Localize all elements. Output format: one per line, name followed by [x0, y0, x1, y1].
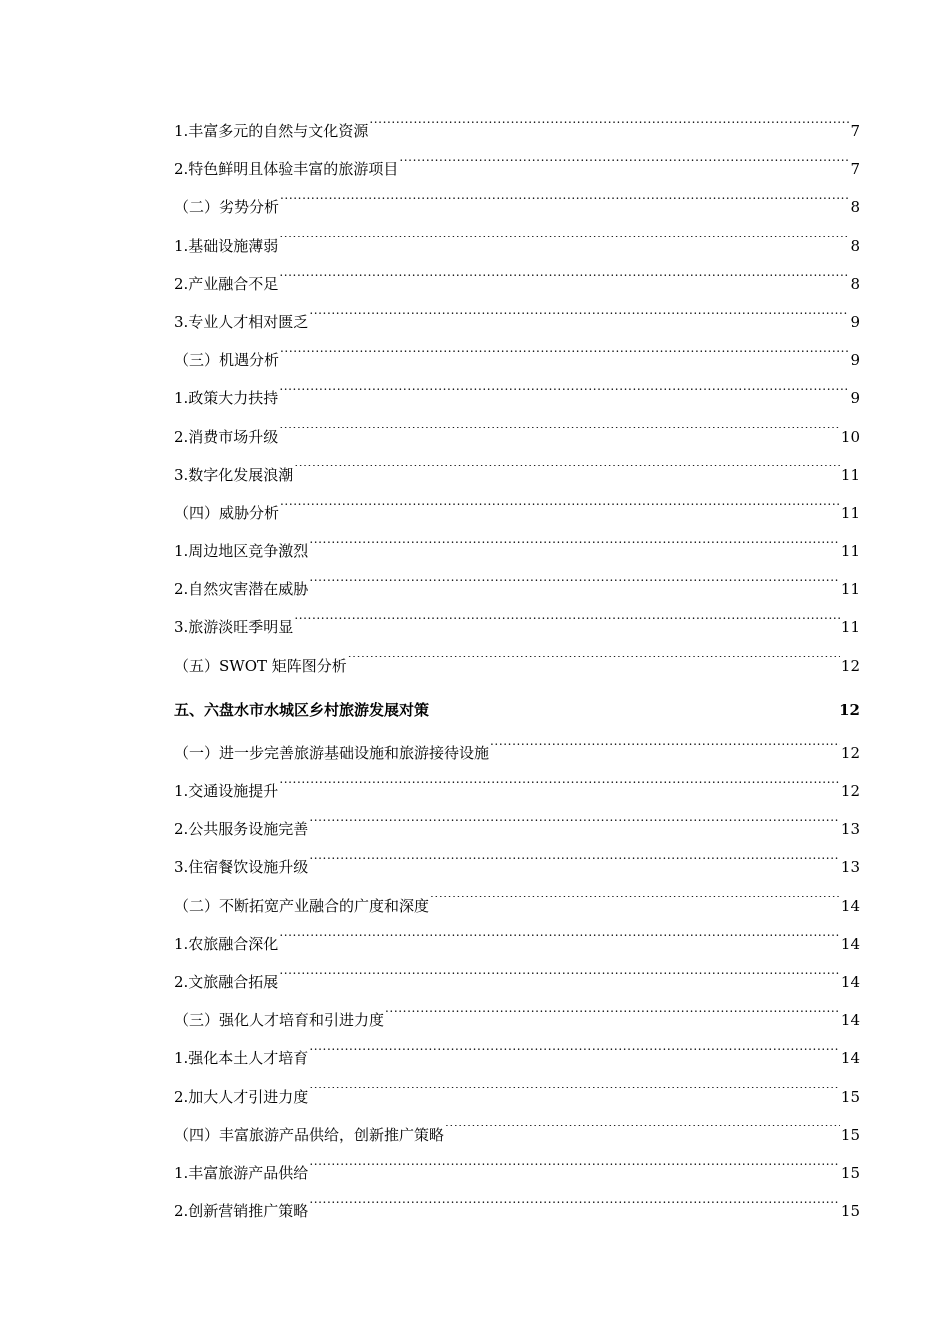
toc-entry-page: 12 [840, 782, 860, 800]
toc-entry-title: 2.公共服务设施完善 [174, 820, 309, 839]
toc-entry-page: 15 [840, 1125, 860, 1144]
toc-entry-title: 1.丰富旅游产品供给 [174, 1163, 309, 1182]
toc-entry-page: 11 [840, 503, 860, 522]
dot-leader [309, 1087, 840, 1102]
toc-entry-page: 14 [840, 1049, 860, 1068]
toc-entry[interactable] [174, 887, 860, 925]
toc-entry-page: 10 [840, 427, 860, 446]
toc-entry-title: 2.文旅融合拓展 [174, 972, 279, 991]
toc-entry-page: 14 [840, 1011, 860, 1030]
toc-entry-title: （二）劣势分析 [174, 198, 280, 217]
toc-entry-page: 12 [839, 700, 860, 719]
dot-leader [430, 896, 840, 911]
toc-entry-title: 1.强化本土人才培育 [174, 1049, 309, 1068]
toc-entry-page: 13 [840, 858, 860, 877]
toc-entry-page: 9 [850, 351, 860, 370]
toc-entry[interactable] [174, 494, 860, 532]
dot-leader [445, 1125, 840, 1140]
toc-entry-title: 3.旅游淡旺季明显 [174, 618, 294, 637]
toc-entry-title: 2.特色鲜明且体验丰富的旅游项目 [174, 160, 399, 179]
toc-entry-page: 11 [840, 618, 860, 637]
toc-entry[interactable] [174, 1192, 860, 1230]
toc-entry-page: 15 [840, 1202, 860, 1221]
dot-leader [309, 541, 840, 556]
toc-entry[interactable] [174, 341, 860, 379]
toc-entry-title: 1.周边地区竞争激烈 [174, 542, 309, 561]
toc-entry-title: 2.产业融合不足 [174, 274, 279, 293]
toc-entry-title: 2.消费市场升级 [174, 427, 279, 446]
toc-entry[interactable] [174, 418, 860, 456]
toc-entry-title: （五）SWOT 矩阵图分析 [174, 656, 347, 675]
toc-entry[interactable] [174, 1001, 860, 1039]
toc-entry-title: 1.农旅融合深化 [174, 934, 279, 953]
dot-leader [279, 388, 849, 403]
dot-leader [280, 197, 849, 212]
toc-entry-page: 8 [850, 274, 860, 293]
toc-entry-title: 1.交通设施提升 [174, 782, 279, 800]
toc-entry[interactable] [174, 1116, 860, 1154]
dot-leader [430, 700, 838, 715]
toc-entry-title: （四）威胁分析 [174, 503, 280, 522]
toc-entry-title: （二）不断拓宽产业融合的广度和深度 [174, 896, 430, 915]
toc-entry-page: 8 [850, 236, 860, 255]
dot-leader [309, 1163, 840, 1178]
toc-entry[interactable] [174, 963, 860, 1001]
toc-entry-page: 15 [840, 1087, 860, 1106]
toc-entry[interactable] [174, 150, 860, 188]
toc-entry[interactable] [174, 112, 860, 150]
toc-entry-page: 9 [850, 389, 860, 408]
toc-entry[interactable] [174, 379, 860, 417]
dot-leader [294, 465, 840, 480]
toc-entry-title: 2.自然灾害潜在威胁 [174, 580, 309, 599]
toc-entry-title: 1.政策大力扶持 [174, 389, 279, 408]
toc-entry-page: 7 [850, 122, 860, 140]
dot-leader [369, 121, 849, 136]
toc-entry[interactable] [174, 1154, 860, 1192]
toc-entry-page: 12 [840, 743, 860, 762]
toc-entry-title: 1.基础设施薄弱 [174, 236, 279, 255]
toc-entry[interactable] [174, 1039, 860, 1077]
toc-entry[interactable] [174, 227, 860, 265]
toc-entry[interactable] [174, 188, 860, 226]
toc-entry[interactable] [174, 647, 860, 685]
toc-entry[interactable] [174, 265, 860, 303]
toc-entry-page: 11 [840, 465, 860, 484]
dot-leader [399, 159, 849, 174]
toc-entry-title: 2.创新营销推广策略 [174, 1202, 309, 1221]
toc-chapter-entry[interactable] [174, 686, 860, 734]
toc-entry[interactable] [174, 848, 860, 886]
toc-entry-page: 14 [840, 896, 860, 915]
toc-entry-page: 7 [850, 160, 860, 179]
toc-entry-title: （四）丰富旅游产品供给，创新推广策略 [174, 1125, 445, 1144]
toc-entry[interactable] [174, 570, 860, 608]
dot-leader [309, 579, 840, 594]
toc-entry[interactable] [174, 772, 860, 810]
toc-entry[interactable] [174, 303, 860, 341]
dot-leader [385, 1010, 840, 1025]
dot-leader [309, 819, 840, 834]
dot-leader [279, 934, 840, 949]
toc-entry-title: 3.数字化发展浪潮 [174, 465, 294, 484]
toc-entry-title: （三）强化人才培育和引进力度 [174, 1011, 385, 1030]
toc-entry[interactable] [174, 456, 860, 494]
dot-leader [279, 781, 840, 796]
table-of-contents [174, 112, 860, 1230]
dot-leader [279, 427, 840, 442]
toc-entry[interactable] [174, 532, 860, 570]
toc-entry-page: 12 [840, 656, 860, 675]
toc-entry-title: 3.专业人才相对匮乏 [174, 312, 309, 331]
toc-entry-page: 8 [850, 198, 860, 217]
dot-leader [294, 617, 840, 632]
toc-entry-page: 13 [840, 820, 860, 839]
dot-leader [490, 743, 840, 758]
toc-entry-title: 3.住宿餐饮设施升级 [174, 858, 309, 877]
toc-entry[interactable] [174, 1078, 860, 1116]
toc-entry-title: 2.加大人才引进力度 [174, 1087, 309, 1106]
toc-entry-title: （一）进一步完善旅游基础设施和旅游接待设施 [174, 743, 490, 762]
toc-entry-title: 五、六盘水市水城区乡村旅游发展对策 [174, 700, 430, 719]
toc-entry-page: 11 [840, 542, 860, 561]
toc-entry[interactable] [174, 608, 860, 646]
toc-entry[interactable] [174, 734, 860, 772]
dot-leader [309, 857, 840, 872]
dot-leader [309, 1201, 840, 1216]
toc-entry[interactable] [174, 925, 860, 963]
toc-entry-page: 9 [850, 312, 860, 331]
toc-entry-title: （三）机遇分析 [174, 351, 280, 370]
dot-leader [280, 503, 840, 518]
toc-entry-title: 1.丰富多元的自然与文化资源 [174, 122, 369, 140]
dot-leader [279, 274, 849, 289]
toc-entry[interactable] [174, 810, 860, 848]
dot-leader [279, 236, 849, 251]
dot-leader [309, 312, 849, 327]
dot-leader [348, 656, 840, 671]
dot-leader [280, 350, 849, 365]
toc-entry-page: 14 [840, 972, 860, 991]
toc-entry-page: 15 [840, 1163, 860, 1182]
dot-leader [279, 972, 840, 987]
dot-leader [309, 1048, 840, 1063]
toc-entry-page: 11 [840, 580, 860, 599]
toc-entry-page: 14 [840, 934, 860, 953]
